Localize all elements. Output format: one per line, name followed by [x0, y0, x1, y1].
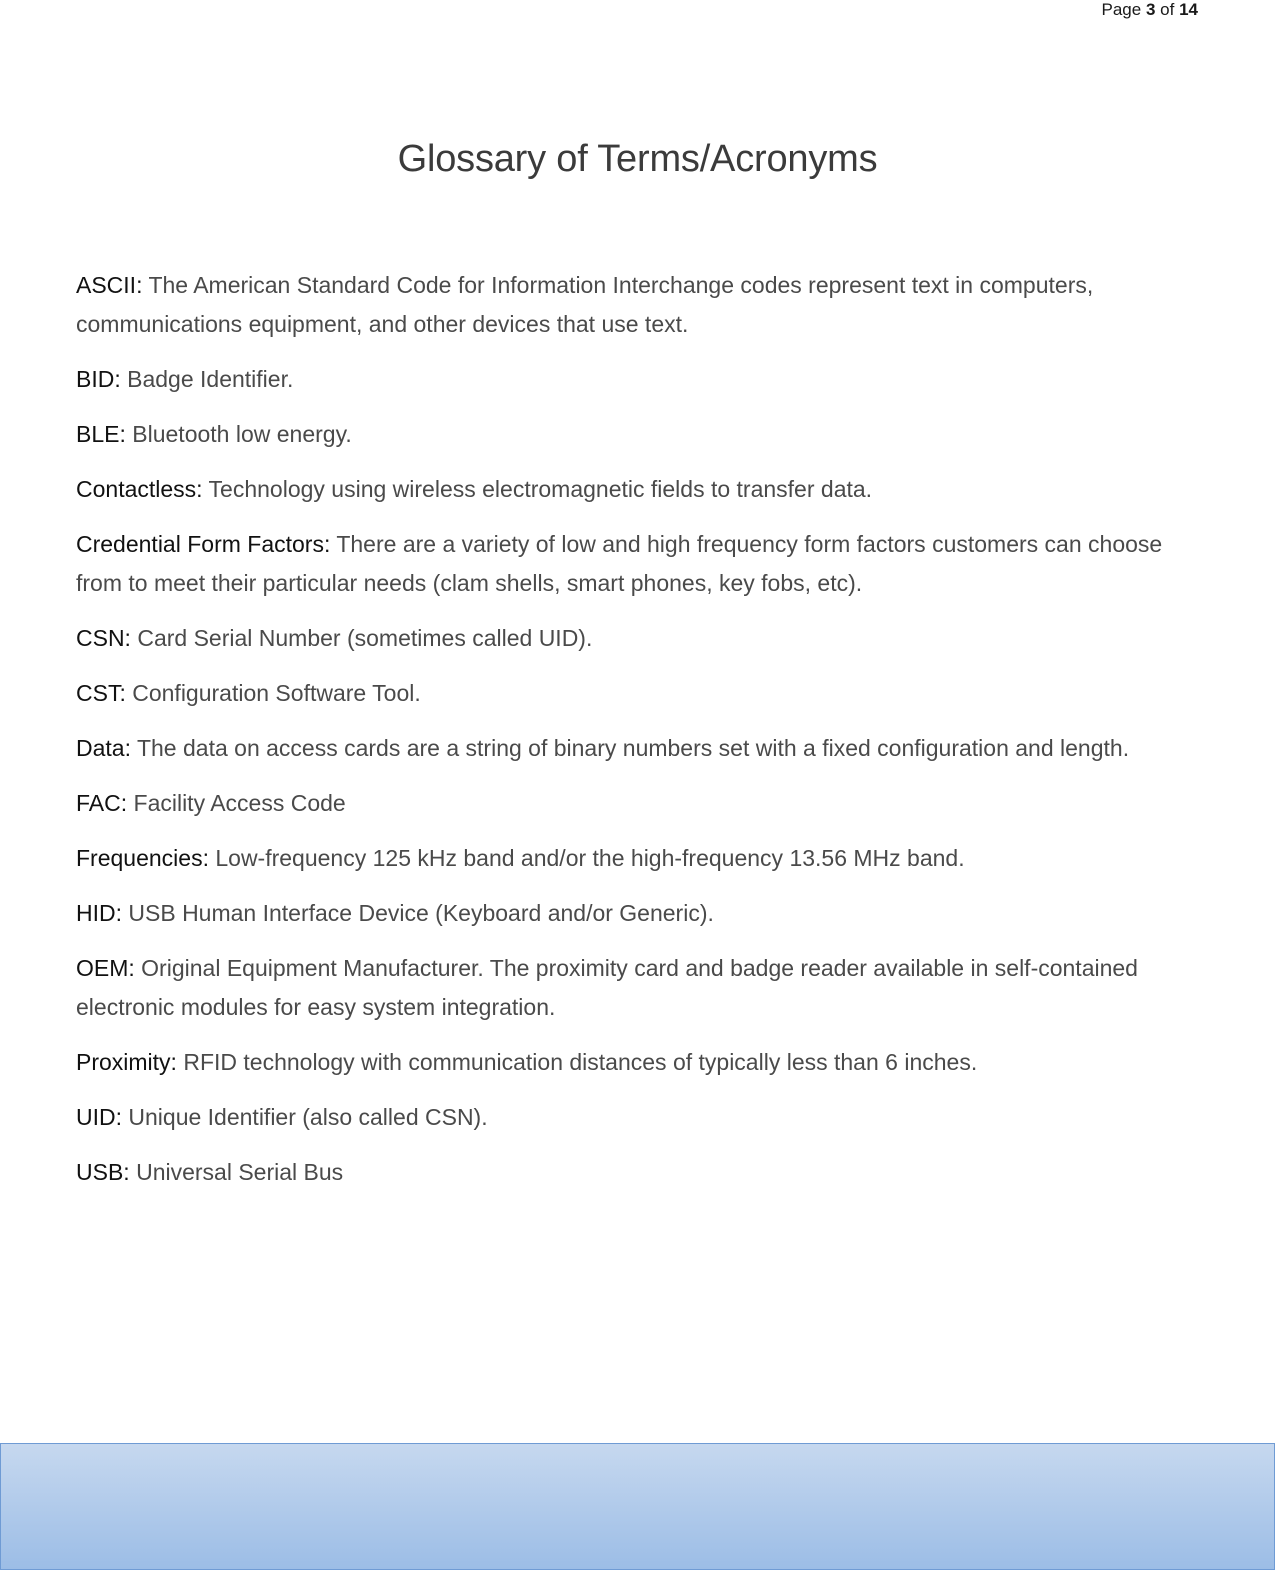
glossary-entry-oem	[76, 949, 1206, 1027]
glossary-term: Credential Form Factors:	[76, 531, 331, 557]
footer-band	[0, 1443, 1275, 1570]
glossary-entry-csn	[76, 619, 1206, 658]
glossary-term: Data:	[76, 735, 131, 761]
glossary-definition: Original Equipment Manufacturer. The proximity card and badge reader available in self-contained electronic modules for easy system integration.	[76, 955, 1138, 1020]
glossary-term: USB:	[76, 1159, 130, 1185]
page-total: 14	[1179, 0, 1198, 19]
glossary-entry-ascii	[76, 266, 1206, 344]
glossary-entry-contactless	[76, 470, 1206, 509]
glossary-term: BLE:	[76, 421, 126, 447]
glossary-definition: Configuration Software Tool.	[132, 680, 421, 706]
glossary-definition: The American Standard Code for Information Interchange codes represent text in computers, communications equipment, and other devices that use text.	[76, 272, 1094, 337]
glossary-term: Proximity:	[76, 1049, 177, 1075]
glossary-entry-usb	[76, 1153, 1206, 1192]
glossary-definition: RFID technology with communication distances of typically less than 6 inches.	[183, 1049, 978, 1075]
glossary-term: Contactless:	[76, 476, 203, 502]
glossary-term: UID:	[76, 1104, 122, 1130]
page-current: 3	[1145, 0, 1156, 19]
glossary-entry-fac	[76, 784, 1206, 823]
glossary-entry-credential-form-factors	[76, 525, 1206, 603]
glossary-definition: USB Human Interface Device (Keyboard and/or Generic).	[128, 900, 714, 926]
glossary-term: Frequencies:	[76, 845, 209, 871]
glossary-term: HID:	[76, 900, 122, 926]
glossary-term: BID:	[76, 366, 121, 392]
page-title: Glossary of Terms/Acronyms	[397, 138, 878, 180]
glossary-definition: Technology using wireless electromagnetic fields to transfer data.	[208, 476, 873, 502]
glossary-term: CSN:	[76, 625, 131, 651]
glossary-term: CST:	[76, 680, 126, 706]
glossary-entry-cst	[76, 674, 1206, 713]
glossary-definition: Badge Identifier.	[127, 366, 294, 392]
glossary-term: FAC:	[76, 790, 128, 816]
glossary-entry-bid	[76, 360, 1206, 399]
glossary-entry-data	[76, 729, 1206, 768]
glossary-definition: Unique Identifier (also called CSN).	[128, 1104, 488, 1130]
glossary-definition: Facility Access Code	[133, 790, 346, 816]
page-of: of	[1160, 0, 1175, 19]
glossary-definition: There are a variety of low and high frequency form factors customers can choose from to meet their particular needs (clam shells, smart phones, key fobs, etc).	[76, 531, 1163, 596]
glossary-entry-proximity	[76, 1043, 1206, 1082]
glossary-definition: Universal Serial Bus	[136, 1159, 344, 1185]
glossary-entry-uid	[76, 1098, 1206, 1137]
glossary-entry-hid	[76, 894, 1206, 933]
page-number	[1102, 0, 1198, 20]
glossary-definition: Bluetooth low energy.	[132, 421, 352, 447]
glossary-definition: The data on access cards are a string of binary numbers set with a fixed configuration and length.	[136, 735, 1130, 761]
glossary-definition: Low-frequency 125 kHz band and/or the high-frequency 13.56 MHz band.	[215, 845, 965, 871]
glossary-definition: Card Serial Number (sometimes called UID).	[137, 625, 593, 651]
glossary-entry-ble	[76, 415, 1206, 454]
glossary-entry-frequencies	[76, 839, 1206, 878]
glossary-term: OEM:	[76, 955, 135, 981]
glossary-list	[76, 266, 1206, 1208]
glossary-term: ASCII:	[76, 272, 143, 298]
page-prefix: Page	[1101, 0, 1142, 19]
